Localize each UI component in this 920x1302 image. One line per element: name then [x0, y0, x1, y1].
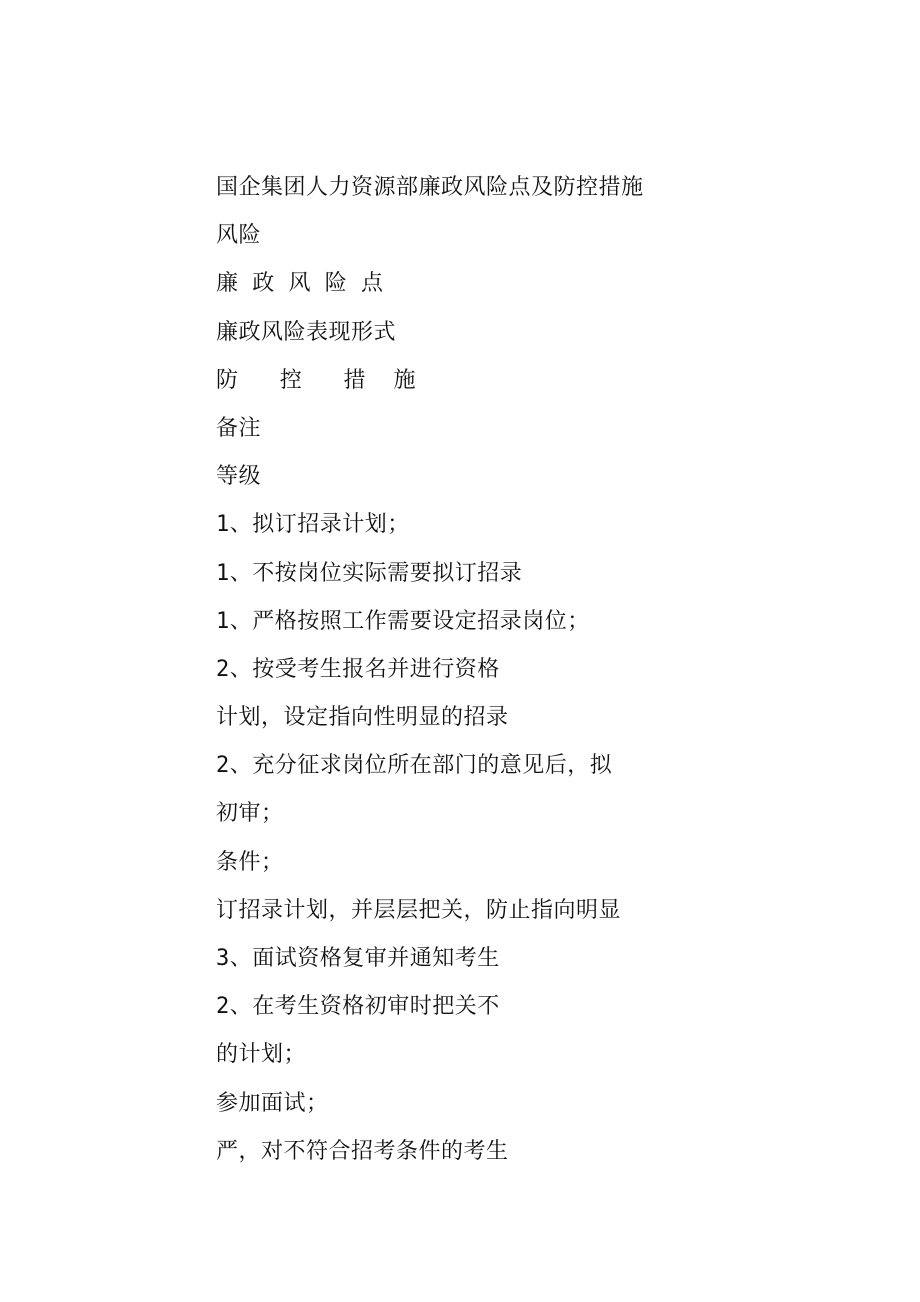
text-line: 风险: [216, 223, 262, 249]
text-line: 廉政风险表现形式: [216, 319, 397, 345]
text-line: 2、按受考生报名并进行资格: [216, 656, 500, 682]
text-line: 初审；: [216, 801, 284, 827]
document-body: [216, 164, 856, 1176]
text-line: 廉 政 风 险 点: [216, 271, 384, 297]
text-line: 订招录计划，并层层把关，防止指向明显: [216, 897, 622, 923]
text-line: 的计划；: [216, 1042, 307, 1068]
document-title: 国企集团人力资源部廉政风险点及防控措施: [216, 175, 644, 200]
text-line: 3、面试资格复审并通知考生: [216, 946, 500, 971]
text-line: 1、拟订招录计划；: [216, 512, 410, 538]
text-line: 防 控 措 施: [216, 367, 416, 393]
text-line: 条件；: [216, 849, 284, 875]
text-line: 备注: [216, 415, 262, 441]
text-line: 参加面试；: [216, 1090, 329, 1116]
text-line: 2、在考生资格初审时把关不: [216, 994, 500, 1020]
text-line: 2、充分征求岗位所在部门的意见后，拟: [216, 753, 613, 779]
text-line: 等级: [216, 464, 262, 490]
text-line: 严，对不符合招考条件的考生: [216, 1138, 509, 1164]
text-line: 1、不按岗位实际需要拟订招录: [216, 560, 523, 586]
text-line: 1、严格按照工作需要设定招录岗位；: [216, 608, 590, 634]
text-line: 计划，设定指向性明显的招录: [216, 705, 509, 731]
